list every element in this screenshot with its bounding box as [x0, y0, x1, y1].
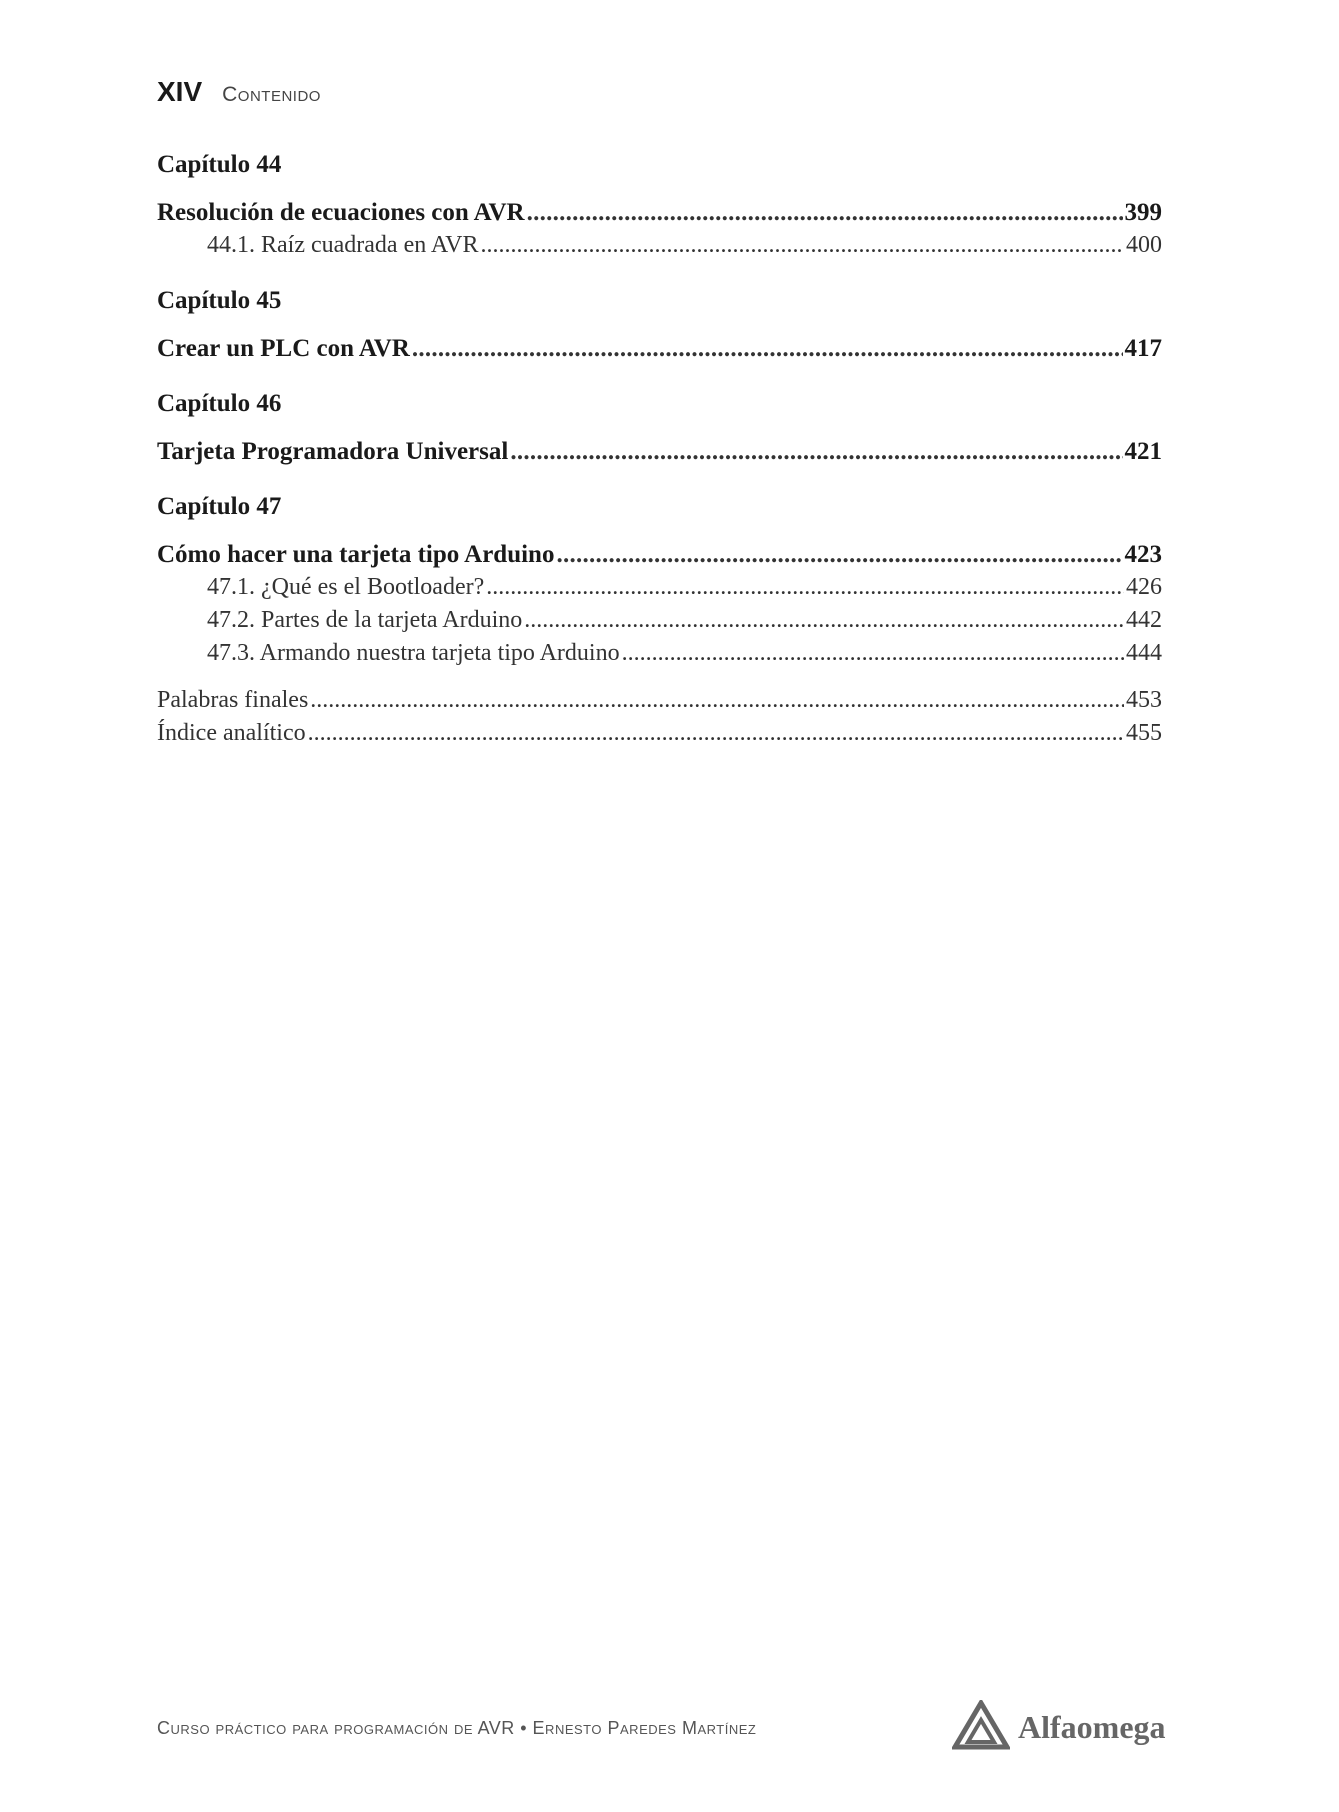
entry-title: Crear un PLC con AVR	[157, 335, 410, 362]
dot-leader	[510, 435, 1122, 468]
toc-entry[interactable]	[157, 435, 1162, 468]
toc-subentry[interactable]	[157, 637, 1162, 670]
chapter-47	[157, 490, 1162, 670]
chapter-label: Capítulo 47	[157, 493, 282, 520]
entry-title: Palabras finales	[157, 687, 309, 713]
toc-entry[interactable]	[157, 538, 1162, 571]
publisher-logo	[952, 1700, 1166, 1755]
entry-title: Tarjeta Programadora Universal	[157, 438, 509, 465]
entry-title: Índice analítico	[157, 720, 306, 746]
dot-leader	[412, 332, 1123, 365]
chapter-45	[157, 284, 1162, 365]
dot-leader	[308, 717, 1124, 750]
table-of-contents	[157, 148, 1162, 750]
dot-leader	[527, 196, 1123, 229]
dot-leader	[481, 229, 1125, 262]
dot-leader	[524, 604, 1124, 637]
chapter-44	[157, 148, 1162, 262]
entry-page: 442	[1126, 607, 1162, 633]
chapter-label: Capítulo 44	[157, 151, 282, 178]
entry-page: 400	[1126, 232, 1162, 258]
entry-page: 455	[1126, 720, 1162, 746]
logo-text: Alfaomega	[1018, 1709, 1166, 1745]
chapter-label: Capítulo 46	[157, 390, 282, 417]
toc-entry[interactable]	[157, 332, 1162, 365]
page-footer: Curso práctico para programación de AVR • Ernesto Paredes Martínez	[157, 1718, 757, 1738]
entry-title: Resolución de ecuaciones con AVR	[157, 199, 525, 226]
toc-subentry[interactable]	[157, 604, 1162, 637]
entry-page: 399	[1124, 199, 1162, 226]
entry-title: 47.1. ¿Qué es el Bootloader?	[207, 574, 485, 600]
toc-entry-extra[interactable]	[157, 717, 1162, 750]
entry-title: 44.1. Raíz cuadrada en AVR	[207, 232, 479, 258]
entry-page: 417	[1124, 335, 1162, 362]
entry-title: Cómo hacer una tarjeta tipo Arduino	[157, 541, 555, 568]
chapter-label: Capítulo 45	[157, 287, 282, 314]
entry-title: 47.3. Armando nuestra tarjeta tipo Arduino	[207, 640, 620, 666]
toc-entry-extra[interactable]	[157, 684, 1162, 717]
page-header	[157, 76, 321, 108]
dot-leader	[310, 684, 1124, 717]
toc-subentry[interactable]	[157, 229, 1162, 262]
toc-entry[interactable]	[157, 196, 1162, 229]
chapter-46	[157, 387, 1162, 468]
toc-subentry[interactable]	[157, 571, 1162, 604]
dot-leader	[556, 538, 1122, 571]
page-number: XIV	[157, 76, 203, 107]
entry-title: 47.2. Partes de la tarjeta Arduino	[207, 607, 523, 633]
entry-page: 421	[1124, 438, 1162, 465]
section-title: Contenido	[222, 83, 321, 106]
entry-page: 444	[1126, 640, 1162, 666]
dot-leader	[622, 637, 1124, 670]
entry-page: 426	[1126, 574, 1162, 600]
entry-page: 423	[1124, 541, 1162, 568]
dot-leader	[486, 571, 1124, 604]
triangle-logo-icon	[952, 1700, 1010, 1755]
entry-page: 453	[1126, 687, 1162, 713]
